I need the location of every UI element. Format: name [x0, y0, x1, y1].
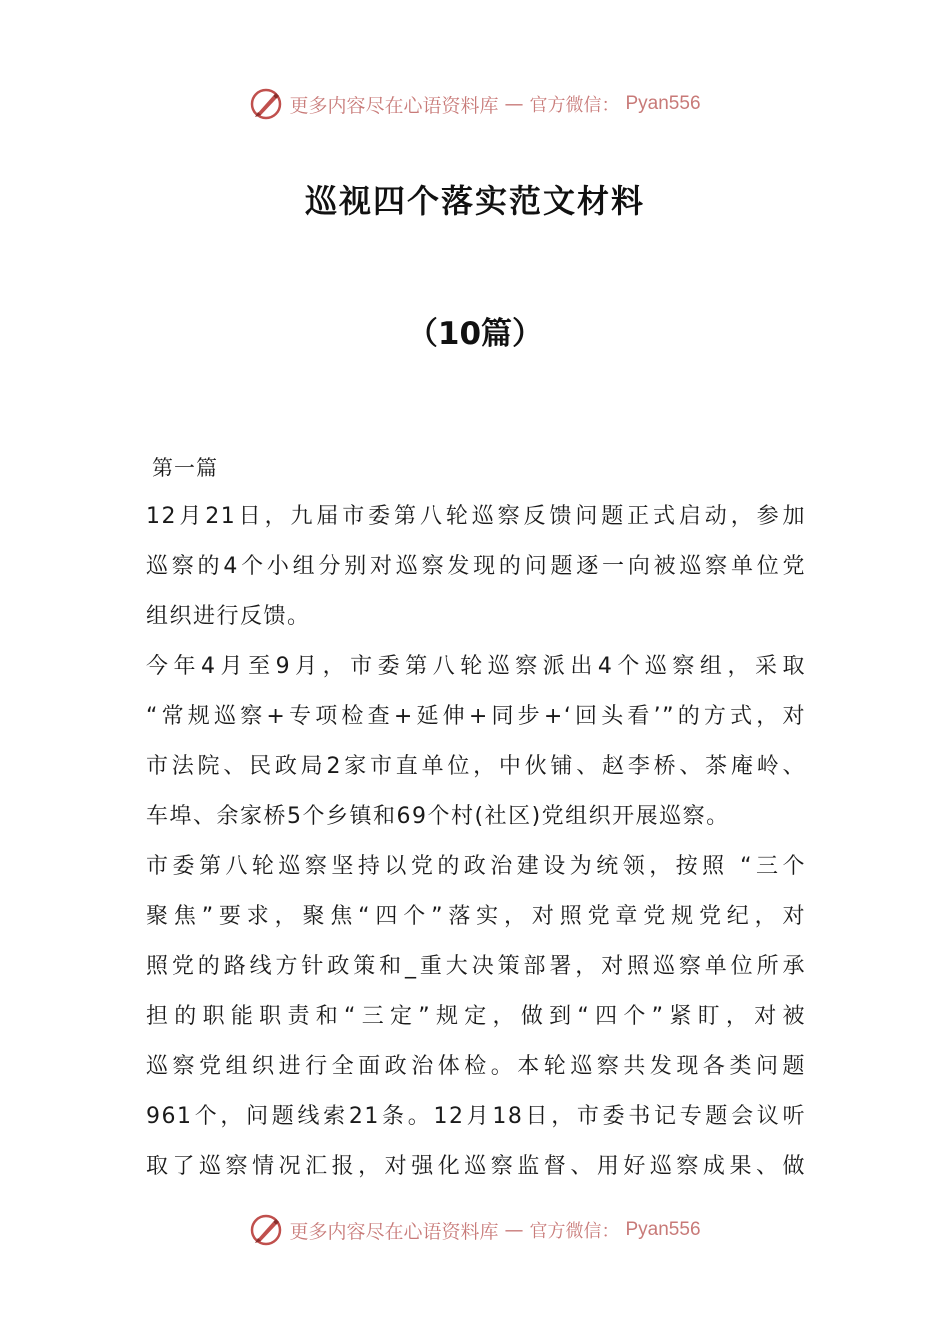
banner-wechat-label: 官方微信：	[529, 1221, 620, 1242]
banner-wechat-id: Pyan556	[625, 93, 701, 114]
body-line: 聚焦”要求，聚焦“四个”落实，对照党章党规党纪，对	[146, 904, 806, 929]
pen-circle-logo-icon	[249, 1213, 283, 1247]
document-title: 巡视四个落实范文材料	[304, 182, 645, 220]
pen-circle-logo-icon	[249, 87, 283, 121]
body-line: 车埠、余家桥5个乡镇和69个村(社区)党组织开展巡察。	[146, 804, 730, 829]
body-line: 市法院、民政局2家市直单位，中伙铺、赵李桥、茶庵岭、	[146, 754, 806, 779]
body-line: 961个，问题线索21条。12月18日，市委书记专题会议听	[146, 1104, 806, 1129]
document-subtitle: （10篇）	[406, 316, 544, 352]
body-line: 担的职能职责和“三定”规定，做到“四个”紧盯，对被	[146, 1004, 806, 1029]
body-line: 照党的路线方针政策和_重大决策部署，对照巡察单位所承	[146, 954, 806, 979]
banner-wechat-label: 官方微信：	[529, 95, 620, 116]
body-line: 巡察党组织进行全面政治体检。本轮巡察共发现各类问题	[146, 1054, 806, 1079]
body-line: 市委第八轮巡察坚持以党的政治建设为统领，按照 “三个	[146, 854, 806, 879]
body-line: 取了巡察情况汇报，对强化巡察监督、用好巡察成果、做	[146, 1154, 806, 1179]
body-line: 今年4月至9月，市委第八轮巡察派出4个巡察组，采取	[146, 654, 806, 679]
section-label: 第一篇	[152, 456, 218, 480]
document-body	[146, 446, 806, 1192]
banner-wechat-id: Pyan556	[625, 1219, 701, 1240]
header-watermark-banner	[0, 82, 950, 126]
body-line: “常规巡察+专项检查+延伸+同步+‘回头看’”的方式，对	[146, 704, 806, 729]
body-line: 组织进行反馈。	[146, 604, 311, 629]
banner-main-text: 更多内容尽在心语资料库	[289, 1220, 499, 1243]
footer-watermark-banner	[0, 1208, 950, 1252]
banner-separator: —	[504, 93, 524, 115]
body-line: 巡察的4个小组分别对巡察发现的问题逐一向被巡察单位党	[146, 554, 806, 579]
body-line: 12月21日，九届市委第八轮巡察反馈问题正式启动，参加	[146, 504, 806, 529]
banner-separator: —	[504, 1219, 524, 1241]
banner-main-text: 更多内容尽在心语资料库	[289, 94, 499, 117]
